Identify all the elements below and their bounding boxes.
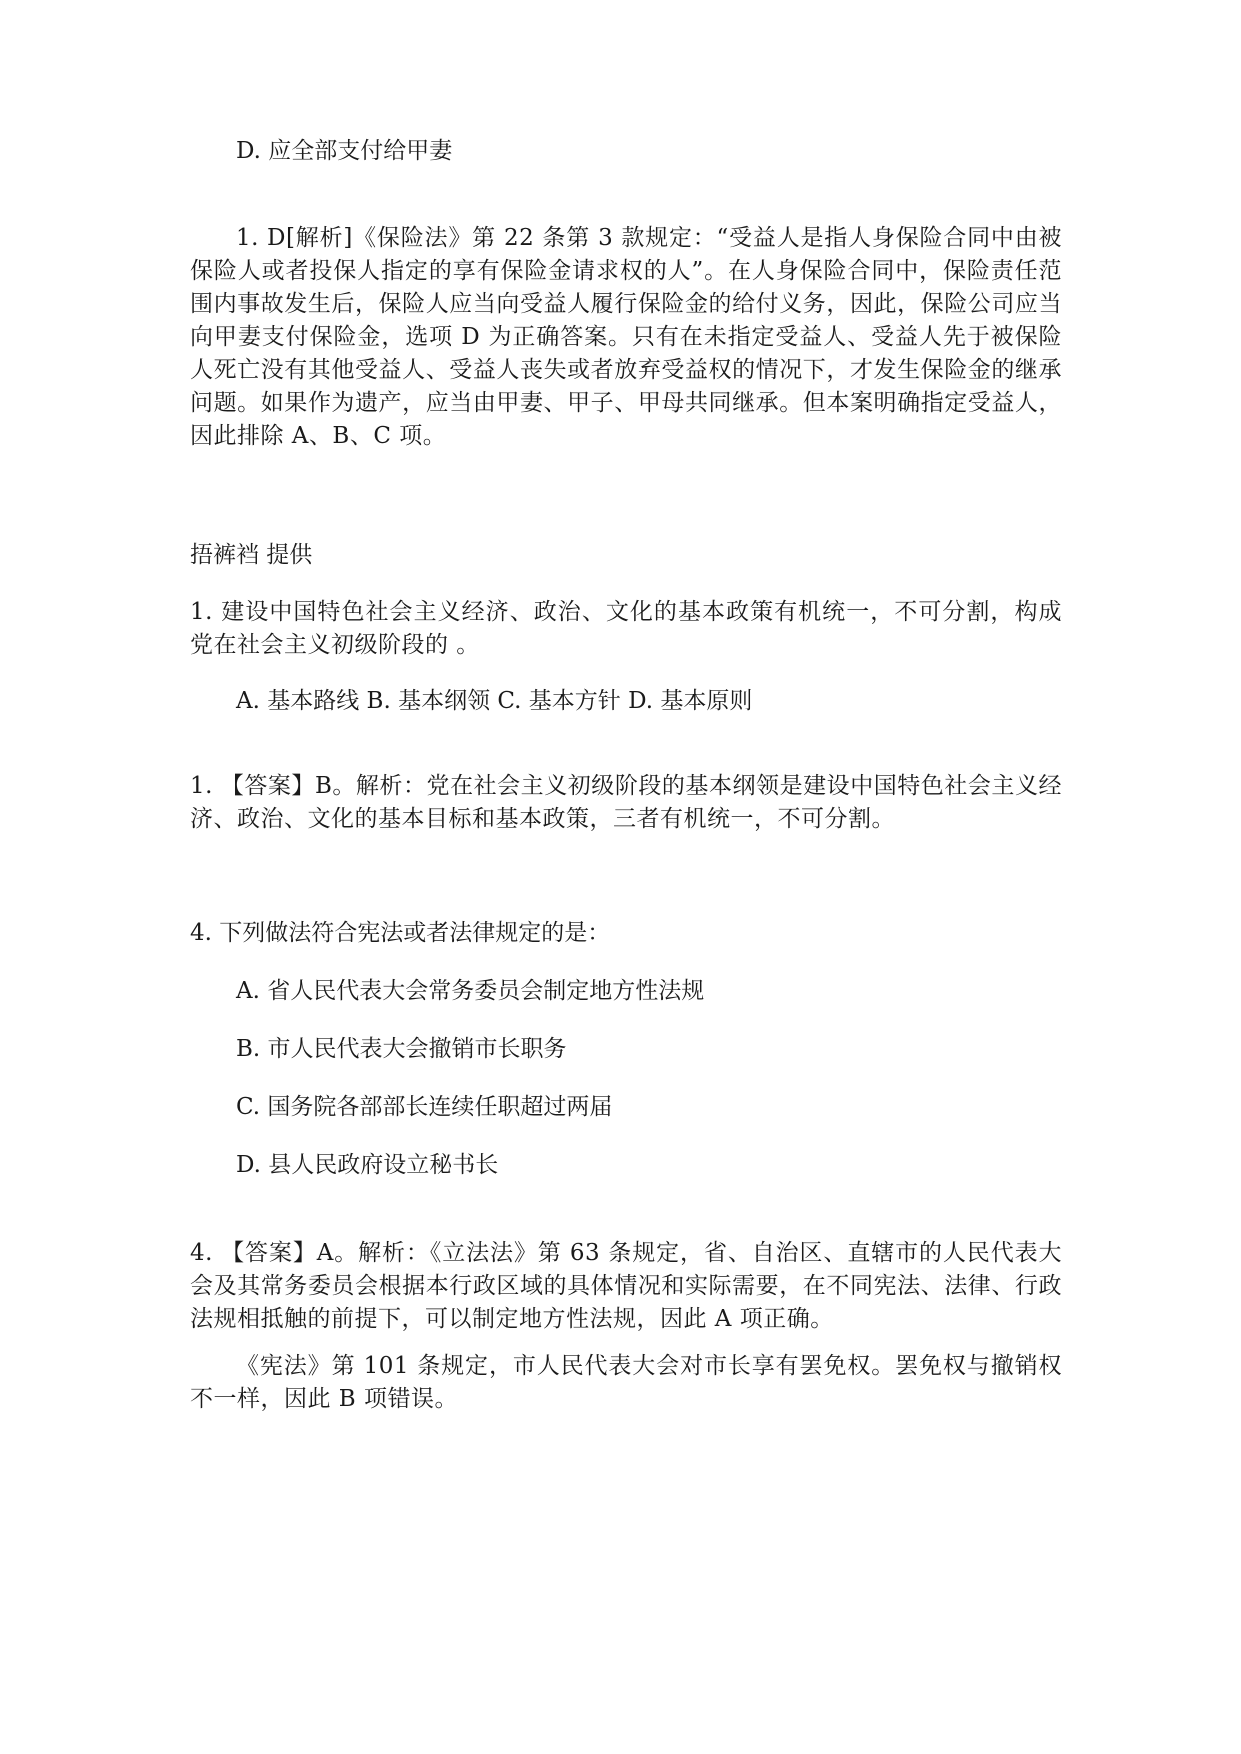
question-4-option-c: C. 国务院各部部长连续任职超过两届 [236, 1094, 613, 1120]
question-4-option-d: D. 县人民政府设立秘书长 [236, 1152, 499, 1178]
prev-question-option-d: D. 应全部支付给甲妻 [236, 138, 453, 164]
question-1-options: A. 基本路线 B. 基本纲领 C. 基本方针 D. 基本原则 [236, 688, 753, 714]
prev-question-explanation: 1. D[解析]《保险法》第 22 条第 3 款规定：“受益人是指人身保险合同中由被保险人或者投保人指定的享有保险金请求权的人”。在人身保险合同中，保险责任范围内事故发生后，保险人应当向受益人履行保险金的给付义务，因此，保险公司应当向甲妻支付保险金，选项 D 为正确答案。只有在未指定受益人、受益人先于被保险人死亡没有其他受益人、受益人丧失或者放弃受益权的情况下，才发生保险金的继承问题。如果作为遗产，应当由甲妻、甲子、甲母共同继承。但本案明确指定受益人，因此排除 A、B、C 项。 [190, 225, 1062, 449]
question-4-option-a: A. 省人民代表大会常务委员会制定地方性法规 [236, 978, 705, 1004]
question-1-answer: 1. 【答案】B。解析：党在社会主义初级阶段的基本纲领是建设中国特色社会主义经济、政治、文化的基本目标和基本政策，三者有机统一，不可分割。 [190, 773, 1062, 832]
question-4-answer: 4. 【答案】A。解析：《立法法》第 63 条规定，省、自治区、直辖市的人民代表大会及其常务委员会根据本行政区域的具体情况和实际需要，在不同宪法、法律、行政法规相抵触的前提下，可以制定地方性法规，因此 A 项正确。 [190, 1240, 1062, 1332]
question-1-text: 1. 建设中国特色社会主义经济、政治、文化的基本政策有机统一，不可分割，构成党在社会主义初级阶段的 。 [190, 599, 1062, 658]
question-4-option-b: B. 市人民代表大会撤销市长职务 [236, 1036, 567, 1062]
provider-line: 捂裤裆 提供 [190, 542, 313, 568]
question-4-answer-continued: 《宪法》第 101 条规定，市人民代表大会对市长享有罢免权。罢免权与撤销权不一样，因此 B 项错误。 [190, 1353, 1062, 1412]
question-4-text: 4. 下列做法符合宪法或者法律规定的是： [190, 920, 611, 946]
